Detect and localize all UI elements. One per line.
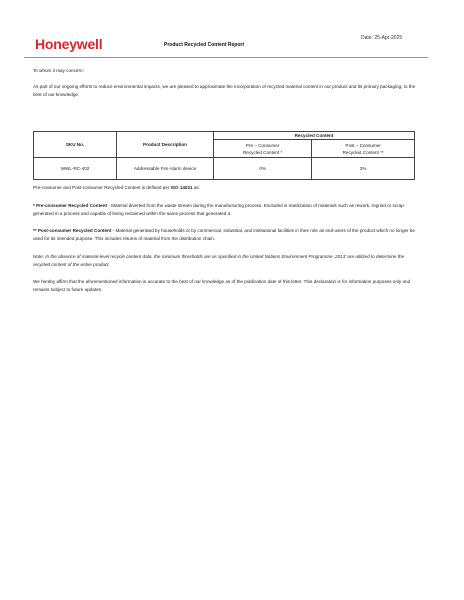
salutation: To whom it may concern: xyxy=(33,68,84,73)
pre-consumer-text: - Material diverted from the waste stream during the manufacturing process. Excluded is reutilization of materials such as rework, regrind or scrap generated in a process and capable of being reclaimed within the same process that generated it. xyxy=(33,203,404,216)
recycled-content-table xyxy=(33,131,415,180)
header-pre-consumer xyxy=(214,140,312,158)
header-post-consumer xyxy=(312,140,415,158)
header-description: Product Description xyxy=(117,132,214,158)
definitions-intro-text: Pre-consumer and Post-consumer Recycled Content is defined per xyxy=(33,185,171,190)
post-consumer-definition xyxy=(33,227,417,242)
header-sku: SKU No. xyxy=(34,132,117,158)
closing-paragraph: We hereby affirm that the aforementioned information is accurate to the best of our knowledge as of the publication date of this letter. This declaration is for information purposes only and remains subject to future updates. xyxy=(33,279,411,292)
definitions-intro-suffix: as: xyxy=(192,185,200,190)
iso-reference: ISO 14021 xyxy=(170,185,193,190)
definitions-intro xyxy=(33,184,417,192)
honeywell-logo: Honeywell xyxy=(35,36,103,52)
header-divider xyxy=(24,57,428,58)
header-post-line2: Recycled Content ** xyxy=(342,149,384,155)
header-pre-line2: Recycled Content * xyxy=(242,149,283,155)
header-post-line1: Post – Consumer xyxy=(345,142,381,148)
post-consumer-label: ** Post-consumer Recycled Content xyxy=(33,228,112,233)
report-title: Product Recycled Content Report xyxy=(164,42,245,48)
report-date: Date: 25-Apr-2025 xyxy=(361,35,403,41)
cell-sku: WWL-RC-402 xyxy=(34,158,117,180)
intro-paragraph: As part of our ongoing efforts to reduce environmental impacts, we are pleased to approximate the incorporation of recycled material content in our product and its primary packaging, to the best of our knowledge. xyxy=(33,84,416,97)
cell-post-consumer: 3% xyxy=(312,158,415,180)
table-row xyxy=(34,158,415,180)
header-pre-line1: Pre – Consumer xyxy=(245,142,280,148)
cell-description: Addressable Fire Alarm device xyxy=(117,158,214,180)
cell-pre-consumer: 0% xyxy=(214,158,312,180)
note-paragraph: Note: In the absence of material-level recycle content data, the minimum thresholds are as specified in the United Nations Environment Programme, 2013' are utilized to determine the recycled content of the entire product. xyxy=(33,254,405,267)
header-recycled-content: Recycled Content xyxy=(214,132,415,140)
pre-consumer-definition xyxy=(33,202,417,217)
post-consumer-text: - Material generated by households or by commercial, industrial, and institutional facilities in their role as end-users of the product which no longer be used for its intended purpose. This includes returns of material from the distribution chain. xyxy=(33,228,415,241)
pre-consumer-label: * Pre-consumer Recycled Content xyxy=(33,203,108,208)
